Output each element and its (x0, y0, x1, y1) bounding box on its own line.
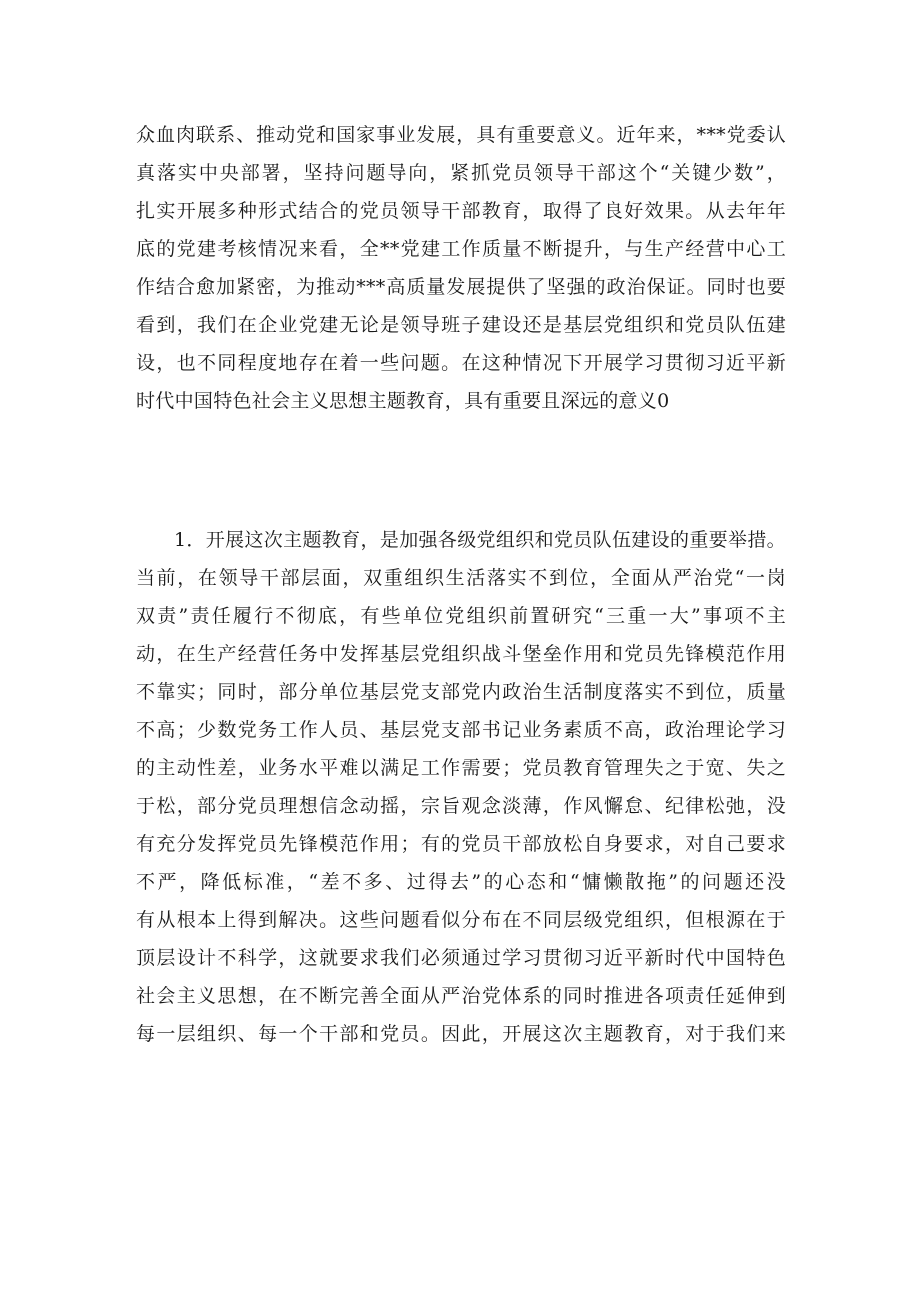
text-line: 不靠实；同时，部分单位基层党支部党内政治生活制度落实不到位，质量 (136, 681, 786, 703)
text-line: 每一层组织、每一个干部和党员。因此，开展这次主题教育，对于我们来 (136, 1023, 786, 1045)
text-line: 顶层设计不科学，这就要求我们必须通过学习贯彻习近平新时代中国特色 (136, 947, 786, 969)
text-line: 扎实开展多种形式结合的党员领导干部教育，取得了良好效果。从去年年 (136, 200, 786, 222)
text-line: 众血肉联系、推动党和国家事业发展，具有重要意义。近年来，***党委认 (136, 124, 786, 146)
text-line: 于松，部分党员理想信念动摇，宗旨观念淡薄，作风懈怠、纪律松弛，没 (136, 795, 786, 817)
text-line: 1．开展这次主题教育，是加强各级党组织和党员队伍建设的重要举措。 (174, 529, 786, 551)
text-line: 时代中国特色社会主义思想主题教育，具有重要且深远的意义0 (136, 390, 670, 412)
text-line: 动，在生产经营任务中发挥基层党组织战斗堡垒作用和党员先锋模范作用 (136, 643, 786, 665)
text-line: 底的党建考核情况来看，全**党建工作质量不断提升，与生产经营中心工 (136, 238, 786, 260)
text-line: 双责”责任履行不彻底，有些单位党组织前置研究“三重一大”事项不主 (136, 605, 786, 627)
text-line: 有从根本上得到解决。这些问题看似分布在不同层级党组织，但根源在于 (136, 909, 786, 931)
text-line: 不高；少数党务工作人员、基层党支部书记业务素质不高，政治理论学习 (136, 719, 786, 741)
text-line: 设，也不同程度地存在着一些问题。在这种情况下开展学习贯彻习近平新 (136, 352, 786, 374)
text-line: 看到，我们在企业党建无论是领导班子建设还是基层党组织和党员队伍建 (136, 314, 786, 336)
text-line: 的主动性差，业务水平难以满足工作需要；党员教育管理失之于宽、失之 (136, 757, 786, 779)
text-line: 不严，降低标准，“差不多、过得去”的心态和“慵懒散拖”的问题还没 (136, 871, 786, 893)
text-line: 真落实中央部署，坚持问题导向，紧抓党员领导干部这个“关键少数”， (136, 162, 786, 184)
text-line: 社会主义思想，在不断完善全面从严治党体系的同时推进各项责任延伸到 (136, 985, 786, 1007)
paragraph-significance (136, 116, 786, 420)
text-line: 作结合愈加紧密，为推动***高质量发展提供了坚强的政治保证。同时也要 (136, 276, 786, 298)
text-line: 当前，在领导干部层面，双重组织生活落实不到位，全面从严治党“一岗 (136, 567, 786, 589)
paragraph-point-1 (136, 521, 786, 1053)
text-line: 有充分发挥党员先锋模范作用；有的党员干部放松自身要求，对自己要求 (136, 833, 786, 855)
